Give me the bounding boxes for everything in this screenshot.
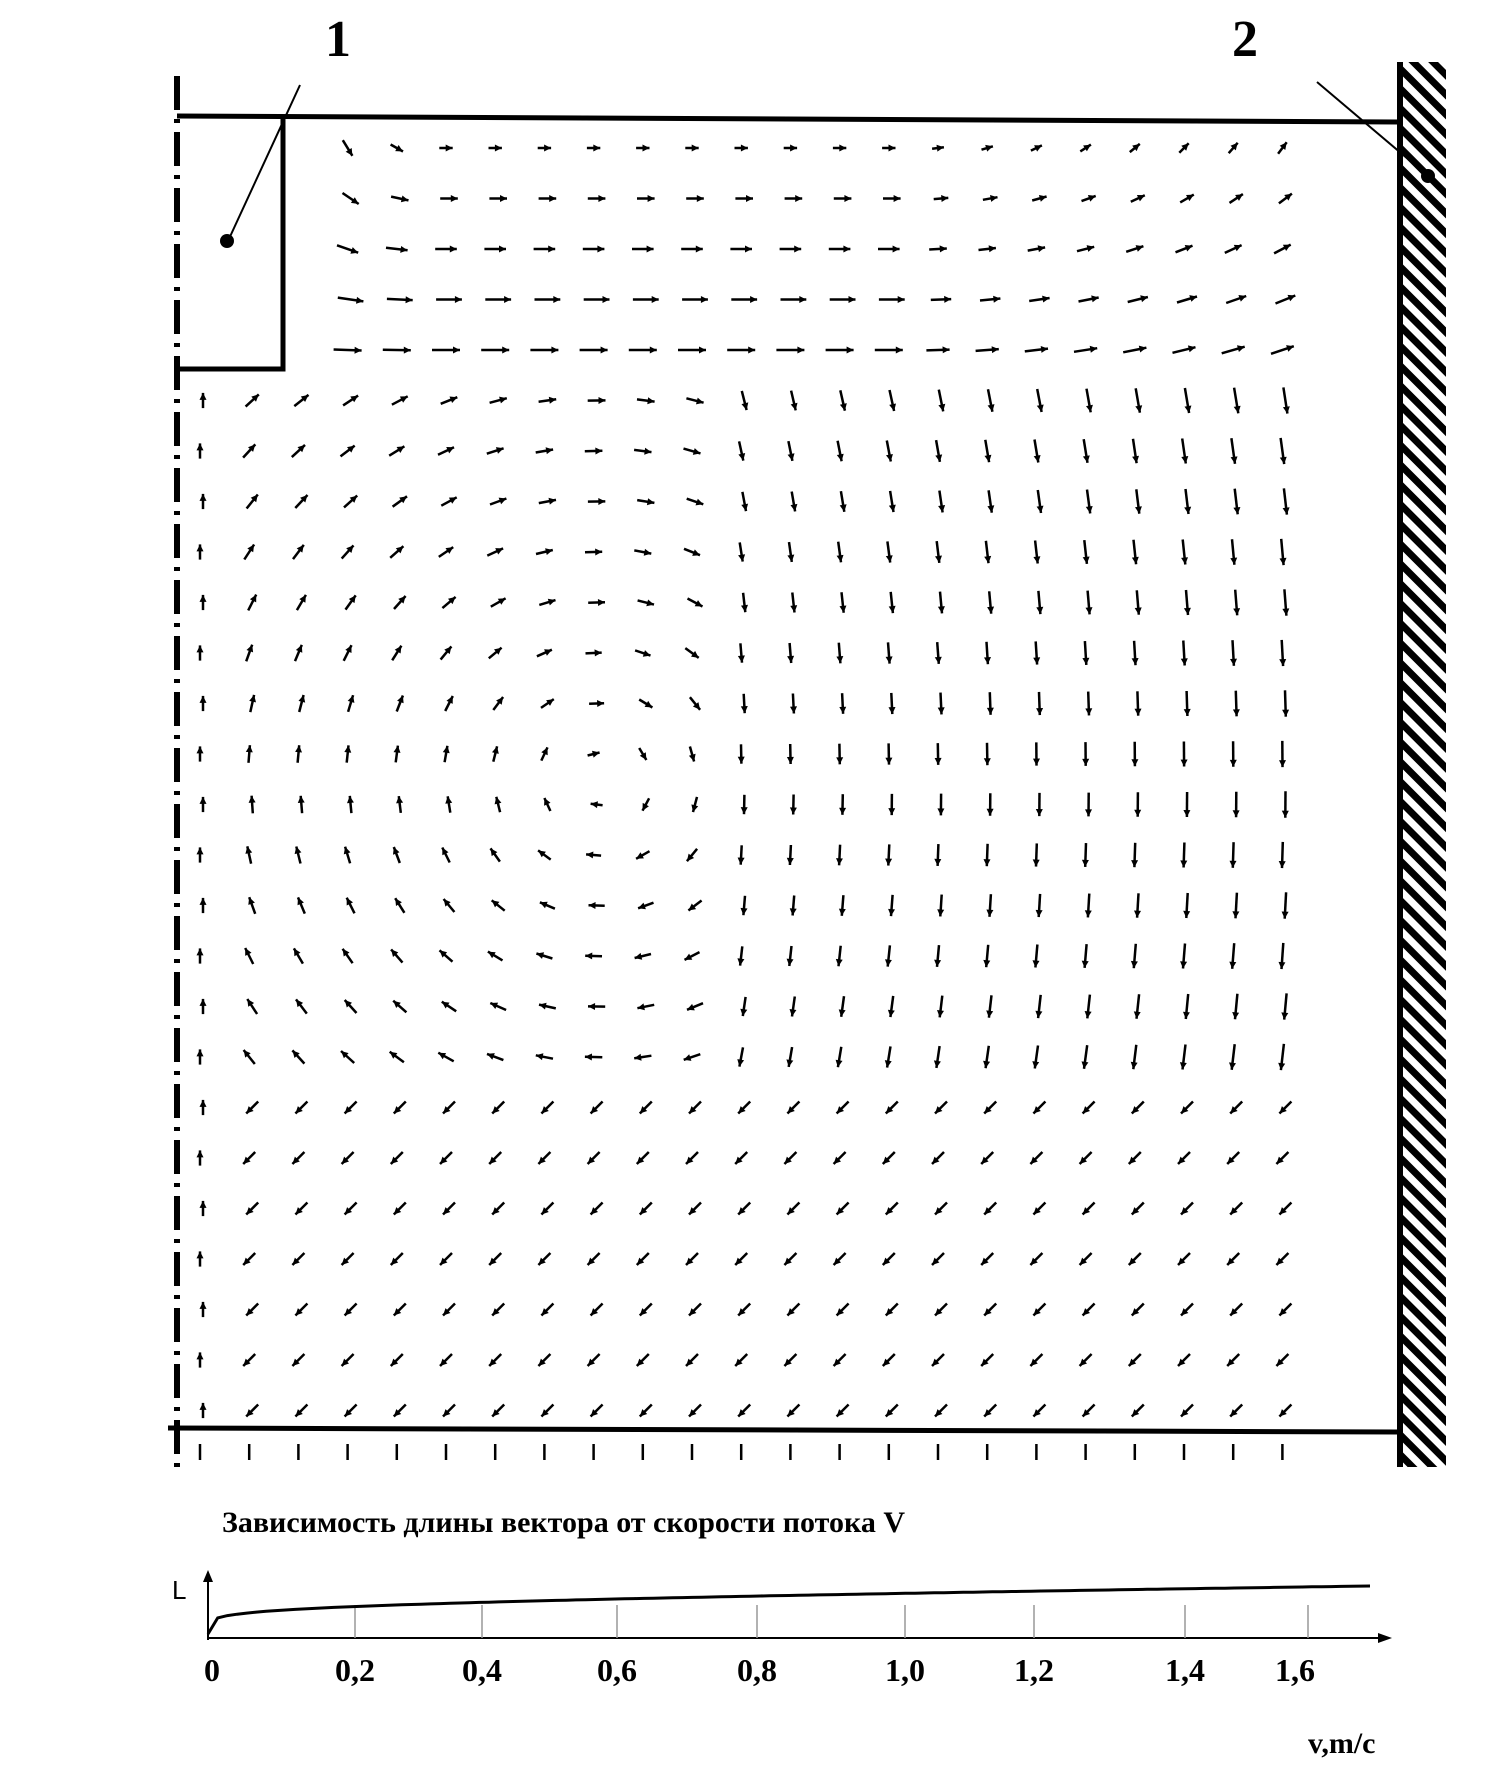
vector-arrowhead [643, 650, 651, 657]
marker-dot-1 [220, 234, 234, 248]
vector-arrowhead [499, 246, 506, 253]
vector-arrowhead [1033, 859, 1040, 866]
vector-arrowhead [836, 757, 843, 764]
vector-arrowhead [585, 1054, 592, 1061]
vector-arrowhead [548, 246, 555, 253]
vector-arrowhead [197, 948, 204, 955]
scale-x-unit: v,m/c [1308, 1727, 1376, 1761]
vector-arrowhead [295, 745, 302, 752]
vector-arrowhead [984, 657, 991, 664]
vector-arrowhead [595, 649, 602, 656]
vector-arrowhead [1286, 345, 1294, 352]
vector-arrowhead [200, 696, 207, 703]
vector-arrowhead [1036, 607, 1043, 614]
vector-arrowhead [500, 195, 507, 202]
vector-arrowhead [450, 246, 457, 253]
vector-arrowhead [650, 347, 657, 354]
vector-arrowhead [1033, 657, 1040, 664]
vector-arrowhead [1184, 709, 1191, 716]
vector-arrowhead [984, 758, 991, 765]
vector-arrowhead [200, 999, 207, 1006]
vector-arrowhead [992, 346, 999, 353]
vector-arrowhead [701, 296, 708, 303]
vector-arrowhead [1134, 911, 1141, 918]
vector-arrowhead [495, 145, 502, 152]
vector-arrowhead [1134, 810, 1141, 817]
vector-arrowhead [197, 1251, 204, 1258]
vector-arrowhead [1085, 708, 1092, 715]
vector-arrowhead [643, 145, 650, 152]
vector-arrowhead [1180, 860, 1187, 867]
vector-arrowhead [1131, 860, 1138, 867]
vector-arrowhead [1279, 962, 1286, 969]
vector-arrowhead [697, 195, 704, 202]
vector-arrowhead [589, 902, 596, 909]
vector-arrowhead [696, 499, 704, 506]
vector-arrowhead [790, 807, 797, 814]
scale-curve [208, 1586, 1370, 1634]
vector-arrowhead [553, 296, 560, 303]
scale-y-label: L [172, 1575, 186, 1606]
vector-arrowhead [595, 549, 602, 556]
vector-arrowhead [551, 347, 558, 354]
vector-arrowhead [598, 195, 605, 202]
vector-arrowhead [598, 599, 605, 606]
vector-arrowhead [738, 757, 745, 764]
vector-arrowhead [843, 246, 850, 253]
vector-arrowhead [836, 858, 843, 865]
vector-arrowhead [588, 1003, 595, 1010]
vector-arrowhead [597, 700, 604, 707]
vector-arrowhead [934, 960, 941, 967]
tick-label: 1,0 [885, 1652, 925, 1689]
vector-arrowhead [1085, 910, 1092, 917]
vector-arrowhead [647, 246, 654, 253]
scale-y-arrowhead [203, 1570, 213, 1582]
vector-arrowhead [790, 145, 797, 152]
vector-arrowhead [1181, 658, 1188, 665]
vector-arrowhead [790, 908, 797, 915]
vector-arrowhead [200, 1201, 207, 1208]
vector-arrowhead [1036, 708, 1043, 715]
vector-arrowhead [839, 909, 846, 916]
vector-arrowhead [1036, 809, 1043, 816]
vector-arrowhead [794, 246, 801, 253]
vector-arrowhead [889, 707, 896, 714]
tick-label: 0,8 [737, 1652, 777, 1689]
vector-arrowhead [941, 195, 948, 202]
vector-arrowhead [1279, 659, 1286, 666]
vector-arrowhead [597, 246, 604, 253]
vector-arrowhead [849, 296, 856, 303]
vector-arrowhead [1230, 558, 1237, 565]
vector-arrowhead [745, 246, 752, 253]
vector-arrowhead [894, 195, 901, 202]
vector-arrowhead [937, 808, 944, 815]
tick-label: 0,2 [335, 1652, 375, 1689]
vector-arrowhead [200, 898, 207, 905]
vector-arrowhead [696, 246, 703, 253]
vector-arrowhead [984, 859, 991, 866]
vector-arrowhead [549, 195, 556, 202]
vector-arrowhead [889, 145, 896, 152]
vector-arrowhead [748, 347, 755, 354]
scale-grid [355, 1605, 1308, 1638]
tick-label: 0 [204, 1652, 220, 1689]
vector-arrowhead [795, 195, 802, 202]
vector-arrowhead [937, 909, 944, 916]
vector-arrowhead [938, 707, 945, 714]
vector-arrowhead [197, 1049, 204, 1056]
vector-arrowhead [1036, 910, 1043, 917]
vector-arrowhead [888, 909, 895, 916]
vector-arrowhead [885, 758, 892, 765]
vector-arrowhead [200, 1302, 207, 1309]
vector-arrowhead [1181, 760, 1188, 767]
vector-arrowhead [1184, 608, 1191, 615]
vector-arrowhead [893, 246, 900, 253]
bottom-boundary [168, 1428, 1400, 1432]
vector-arrowhead [1132, 658, 1139, 665]
vector-arrowhead [404, 347, 411, 354]
vector-arrowhead [446, 145, 453, 152]
vector-arrowhead [750, 296, 757, 303]
tick-label: 0,4 [462, 1652, 502, 1689]
vector-arrowhead [888, 808, 895, 815]
vector-arrowhead [1135, 709, 1142, 716]
vector-arrowhead [355, 347, 362, 354]
vector-arrowhead [741, 706, 748, 713]
vector-arrowhead [741, 807, 748, 814]
vector-arrowhead [200, 494, 207, 501]
vector-arrowhead [586, 852, 593, 859]
vector-arrowhead [200, 1403, 207, 1410]
vector-arrowhead [603, 296, 610, 303]
vector-arrowhead [1230, 861, 1237, 868]
vector-arrowhead [839, 145, 846, 152]
vector-arrowhead [1086, 607, 1093, 614]
vector-arrowhead [1279, 760, 1286, 767]
vector-arrowhead [1082, 961, 1089, 968]
vector-arrowhead [1232, 911, 1239, 918]
vector-arrowhead [896, 347, 903, 354]
vector-arrowhead [544, 145, 551, 152]
vector-arrowhead [197, 544, 204, 551]
vector-arrowhead [940, 245, 947, 252]
vector-arrowhead [246, 745, 253, 752]
hatched-wall [1400, 62, 1446, 1467]
vector-arrowhead [598, 498, 605, 505]
callout-label-2: 2 [1232, 10, 1258, 69]
vector-arrowhead [504, 296, 511, 303]
vector-arrowhead [738, 858, 745, 865]
vector-arrowhead [1279, 861, 1286, 868]
vector-arrowhead [593, 145, 600, 152]
tick-label: 0,6 [597, 1652, 637, 1689]
vector-arrowhead [987, 607, 994, 614]
vector-arrowhead [898, 296, 905, 303]
callout-label-1: 1 [325, 10, 351, 69]
vector-arrowhead [1282, 811, 1289, 818]
vector-arrowhead [652, 296, 659, 303]
vector-arrowhead [1183, 810, 1190, 817]
vector-arrowhead [1135, 607, 1142, 614]
vector-arrowhead [648, 195, 655, 202]
tick-label: 1,4 [1165, 1652, 1205, 1689]
vector-arrowhead [684, 1054, 692, 1061]
vector-arrowhead [1282, 710, 1289, 717]
vector-arrowhead [502, 347, 509, 354]
vector-arrowhead [200, 393, 207, 400]
vector-arrowhead [585, 953, 592, 960]
vector-arrowhead [987, 809, 994, 816]
vector-arrowhead [1281, 1012, 1288, 1019]
vector-arrowhead [1229, 962, 1236, 969]
vector-arrowhead [847, 347, 854, 354]
vector-arrowhead [790, 706, 797, 713]
vector-arrowhead [839, 707, 846, 714]
vector-arrowhead [699, 347, 706, 354]
vector-arrowhead [1280, 558, 1287, 565]
vector-arrowhead [1233, 810, 1240, 817]
vector-arrowhead [347, 796, 354, 803]
vector-arrowhead [738, 655, 745, 662]
vector-arrowhead [1232, 1012, 1239, 1019]
vector-arrowhead [200, 1100, 207, 1107]
vector-arrowhead [298, 796, 305, 803]
vector-arrowhead [797, 347, 804, 354]
scale-caption: Зависимость длины вектора от скорости потока V [222, 1506, 905, 1540]
vector-arrowhead [1230, 659, 1237, 666]
vector-arrowhead [197, 1352, 204, 1359]
vector-arrowhead [692, 145, 699, 152]
vector-arrowhead [601, 347, 608, 354]
vector-arrowhead [934, 859, 941, 866]
tick-label: 1,2 [1014, 1652, 1054, 1689]
vector-arrowhead [935, 657, 942, 664]
vector-arrowhead [944, 296, 951, 303]
vector-arrowhead [787, 757, 794, 764]
vector-arrowhead [599, 397, 606, 404]
vector-arrowhead [1233, 608, 1240, 615]
vector-arrowhead [836, 656, 843, 663]
vector-arrowhead [844, 195, 851, 202]
vector-arrowhead [455, 296, 462, 303]
vector-arrowhead [885, 859, 892, 866]
vector-arrowhead [1082, 860, 1089, 867]
vector-arrowhead [839, 808, 846, 815]
vector-arrowhead [1131, 759, 1138, 766]
vector-arrowhead [350, 247, 358, 254]
tick-label: 1,6 [1275, 1652, 1315, 1689]
vector-arrowhead [986, 910, 993, 917]
vector-arrowhead [200, 595, 207, 602]
vector-arrowhead [746, 195, 753, 202]
vector-arrowhead [1183, 911, 1190, 918]
vector-arrowhead [1180, 961, 1187, 968]
vector-arrowhead [1085, 809, 1092, 816]
vector-arrowhead [406, 296, 413, 303]
marker-dot-2 [1421, 169, 1435, 183]
scale-x-arrowhead [1378, 1633, 1392, 1643]
leader-line-1 [228, 85, 300, 241]
vector-arrowhead [200, 797, 207, 804]
velocity-vectors [197, 140, 1296, 1460]
vector-arrowhead [938, 606, 945, 613]
vector-arrowhead [943, 346, 950, 353]
vector-arrowhead [935, 758, 942, 765]
vector-arrowhead [987, 708, 994, 715]
vector-arrowhead [1183, 1012, 1190, 1019]
vector-arrowhead [787, 656, 794, 663]
vector-arrowhead [1082, 759, 1089, 766]
vector-arrowhead [1033, 960, 1040, 967]
vector-arrowhead [595, 448, 602, 455]
vector-arrowhead [1230, 760, 1237, 767]
vector-arrowhead [197, 746, 204, 753]
vector-arrowhead [451, 195, 458, 202]
vector-arrowhead [787, 858, 794, 865]
vector-arrowhead [248, 897, 255, 905]
vector-arrowhead [886, 656, 893, 663]
vector-arrowhead [1282, 608, 1289, 615]
vector-arrowhead [1131, 961, 1138, 968]
vector-arrowhead [1282, 912, 1289, 919]
vector-arrowhead [453, 347, 460, 354]
vector-arrowhead [1233, 709, 1240, 716]
vector-arrowhead [741, 908, 748, 915]
vector-arrowhead [1082, 658, 1089, 665]
vector-arrowhead [983, 960, 990, 967]
vector-arrowhead [1033, 759, 1040, 766]
vector-arrowhead [249, 796, 256, 803]
vector-arrowhead [1136, 245, 1144, 252]
vector-arrowhead [197, 1150, 204, 1157]
vector-arrowhead [197, 443, 204, 450]
vector-arrowhead [799, 296, 806, 303]
top-boundary [177, 116, 1400, 122]
vector-arrowhead [741, 145, 748, 152]
vector-arrowhead [197, 847, 204, 854]
vector-arrowhead [197, 645, 204, 652]
